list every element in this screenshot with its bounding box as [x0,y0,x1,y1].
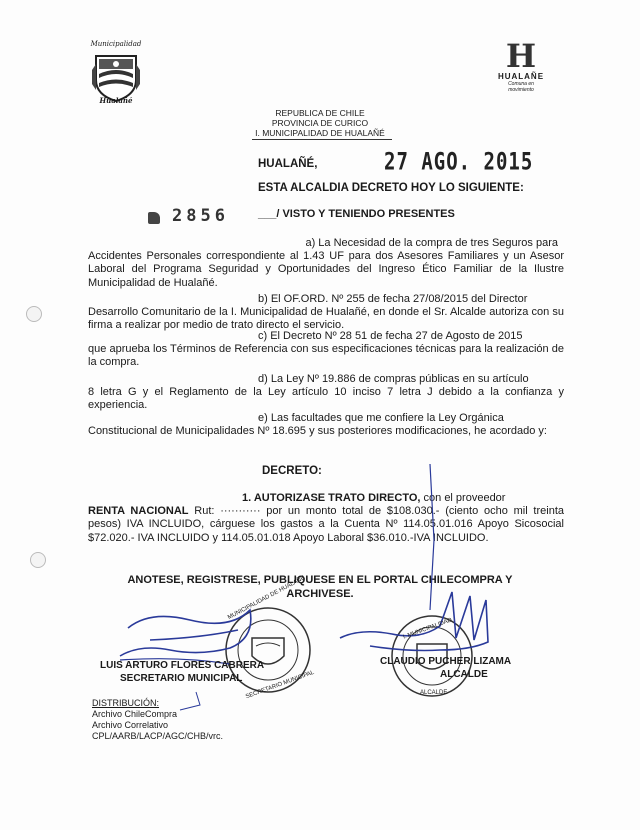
header-republic: REPUBLICA DE CHILE [275,108,365,118]
place: HUALAÑÉ, [258,158,318,170]
mayor-name: CLAUDIO PUCHER LIZAMA [380,656,512,667]
logo-top-text: Municipalidad [90,40,142,48]
paragraph-c-lead: c) El Decreto Nº 28 51 de fecha 27 de Agosto de 2015 [258,330,523,342]
decree-number: 2856 [172,206,229,226]
distribution-block [92,698,223,742]
paragraph-d-lead: d) La Ley Nº 19.886 de compras públicas en su artículo [258,373,529,385]
seal-left-top-text: MUNICIPALIDAD DE HUALAÑE [226,575,307,622]
brand-tagline: Comuna en movimiento [508,81,534,93]
distribution-title: DISTRIBUCIÓN: [92,698,160,708]
secretary-name: LUIS ARTURO FLORES CABRERA [100,660,265,671]
stamp-hand-icon [148,212,160,224]
decree-item-1-text: Rut: ··········· por un monto total de $108.030.- (ciento ocho mil treinta pesos) IVA INCLUIDO, cárguese los gastos a la Cuenta Nº 114.05.01.016 Apoyo Sicosocial $72.020.- IVA INCLUIDO y 114.05.01.018 Apoyo Laboral $36.010.-IVA INCLUIDO. [88,505,564,544]
seal-right-bottom-text: ALCALDE [420,690,448,696]
brand-logo-right [496,37,546,96]
logo-bottom-text: Hualañé [99,96,133,105]
brand-letter: H [505,37,537,75]
secretary-role: SECRETARIO MUNICIPAL [120,673,243,684]
signatures-and-seals [0,460,640,720]
punch-hole-bottom [30,552,46,568]
paragraph-c: que aprueba los Términos de Referencia con sus especificaciones técnicas para la realización de la compra. [88,343,564,369]
paragraph-b: Desarrollo Comunitario de la I. Municipalidad de Hualañé, en donde el Sr. Alcalde autoriza con su firma a realizar por medio de trato directo el servicio. [88,306,564,332]
paragraph-e-lead: e) Las facultades que me confiere la Ley Orgánica [258,412,504,424]
header-underline [252,139,392,140]
visto-heading: ___/ VISTO Y TENIENDO PRESENTES [258,208,455,220]
distribution-line-2: Archivo Correlativo [92,720,169,730]
paragraph-b-lead: b) El OF.ORD. Nº 255 de fecha 27/08/2015 del Director [258,293,528,305]
decree-item-1-title: 1. AUTORIZASE TRATO DIRECTO, [242,492,421,504]
decree-item-1-lead-rest: con el proveedor [420,492,506,504]
signature-mayor [340,592,488,651]
paragraph-a: Accidentes Personales correspondiente al 1.43 UF para dos Asesores Familiares y un Asesor Laboral del Programa Seguridad y Oportunidades del Ingreso Ético Familiar de la Ilustre Municipalidad de Hualañé. [88,250,564,289]
decree-intro: ESTA ALCALDIA DECRETO HOY LO SIGUIENTE: [258,182,524,194]
provider-name: RENTA NACIONAL [88,505,189,517]
header-municipality: I. MUNICIPALIDAD DE HUALAÑÉ [255,128,385,138]
punch-hole-top [26,306,42,322]
header-province: PROVINCIA DE CURICO [271,118,369,128]
distribution-line-3: CPL/AARB/LACP/AGC/CHB/vrc. [92,731,224,741]
closing-line-2: ARCHIVESE. [286,588,354,600]
mayor-role: ALCALDE [440,669,488,680]
seal-left-bottom-text: SECRETARIO MUNICIPAL [244,669,316,701]
paragraph-a-lead: a) La Necesidad de la compra de tres Seguros para [305,237,558,249]
paragraph-d: 8 letra G y el Reglamento de la Ley artículo 10 inciso 7 letra J debido a la confianza y experiencia. [88,386,564,412]
closing-line-1: ANOTESE, REGISTRESE, PUBLIQUESE EN EL PORTAL CHILECOMPRA Y [127,574,513,586]
distribution-line-1: Archivo ChileCompra [92,709,178,719]
seal-right-top-text: I. MUNICIPALIDAD [402,617,453,641]
brand-name: HUALAÑE [497,72,545,81]
municipal-logo-left [90,42,142,104]
document-header [0,108,640,138]
coat-of-arms-icon [90,50,142,102]
paragraph-e: Constitucional de Municipalidades Nº 18.695 y sus posteriores modificaciones, he acordado y: [88,425,547,437]
decree-date-stamp: 27 AGO. 2015 [384,148,534,176]
decreto-title: DECRETO: [262,465,322,477]
